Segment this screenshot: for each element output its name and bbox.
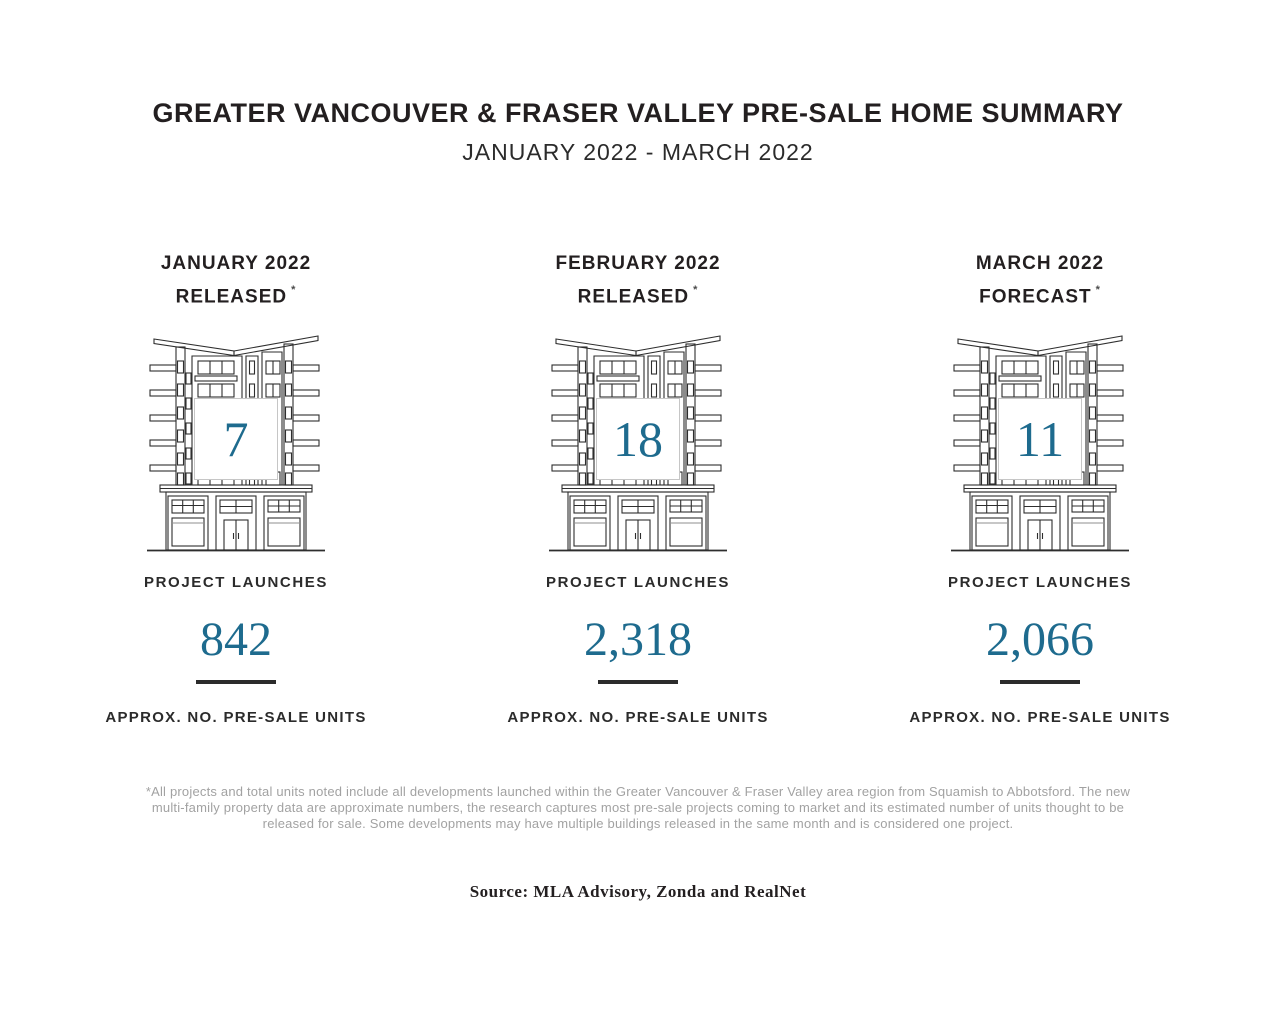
column-heading-month: JANUARY 2022: [160, 253, 312, 274]
footnote-line: *All projects and total units noted include all developments launched within the Greater Vancouver & Fraser Valley area region from Squamish to Abbotsford. The new: [145, 784, 1131, 800]
column-february: [460, 250, 816, 726]
units-underline: [598, 680, 678, 684]
launch-count-box: [194, 398, 278, 480]
column-heading-status: RELEASED: [175, 286, 288, 308]
building-illustration: [950, 328, 1130, 553]
asterisk-marker: *: [1095, 284, 1101, 296]
footnote: [0, 784, 1276, 832]
column-heading: [58, 250, 414, 311]
column-heading-status: FORECAST: [979, 286, 1092, 308]
units-underline: [1000, 680, 1080, 684]
column-heading: [460, 250, 816, 311]
units-label: APPROX. NO. PRE-SALE UNITS: [909, 709, 1171, 727]
page-subtitle: JANUARY 2022 - MARCH 2022: [462, 139, 814, 165]
column-heading-status: RELEASED: [577, 286, 690, 308]
units-label: APPROX. NO. PRE-SALE UNITS: [507, 709, 769, 727]
column-heading-month: MARCH 2022: [975, 253, 1105, 274]
units-value: 2,066: [986, 613, 1094, 667]
header: [0, 0, 1276, 166]
building-illustration: [548, 328, 728, 553]
building-illustration: [146, 328, 326, 553]
page-title: GREATER VANCOUVER & FRASER VALLEY PRE-SALE HOME SUMMARY: [152, 98, 1124, 128]
footer: [0, 784, 1276, 902]
launch-count-box: [596, 398, 680, 480]
launch-count: 18: [613, 411, 663, 468]
column-january: [58, 250, 414, 726]
launch-count-box: [998, 398, 1082, 480]
asterisk-marker: *: [693, 284, 699, 296]
launches-label: PROJECT LAUNCHES: [948, 574, 1132, 592]
asterisk-marker: *: [291, 284, 297, 296]
launch-count: 11: [1015, 411, 1065, 468]
column-heading: [862, 250, 1218, 311]
launches-label: PROJECT LAUNCHES: [546, 574, 730, 592]
column-march: [862, 250, 1218, 726]
units-value: 2,318: [584, 613, 692, 667]
column-heading-month: FEBRUARY 2022: [555, 253, 721, 274]
units-label: APPROX. NO. PRE-SALE UNITS: [105, 709, 367, 727]
source-credit: Source: MLA Advisory, Zonda and RealNet: [469, 882, 807, 902]
summary-columns: [58, 250, 1218, 726]
units-underline: [196, 680, 276, 684]
launch-count: 7: [223, 411, 249, 468]
footnote-line: multi-family property data are approximate numbers, the research captures most pre-sale projects coming to market and its estimated number of units thought to be: [151, 800, 1125, 816]
footnote-line: released for sale. Some developments may have multiple buildings released in the same month and is considered one project.: [262, 816, 1014, 832]
units-value: 842: [200, 613, 272, 667]
launches-label: PROJECT LAUNCHES: [144, 574, 328, 592]
